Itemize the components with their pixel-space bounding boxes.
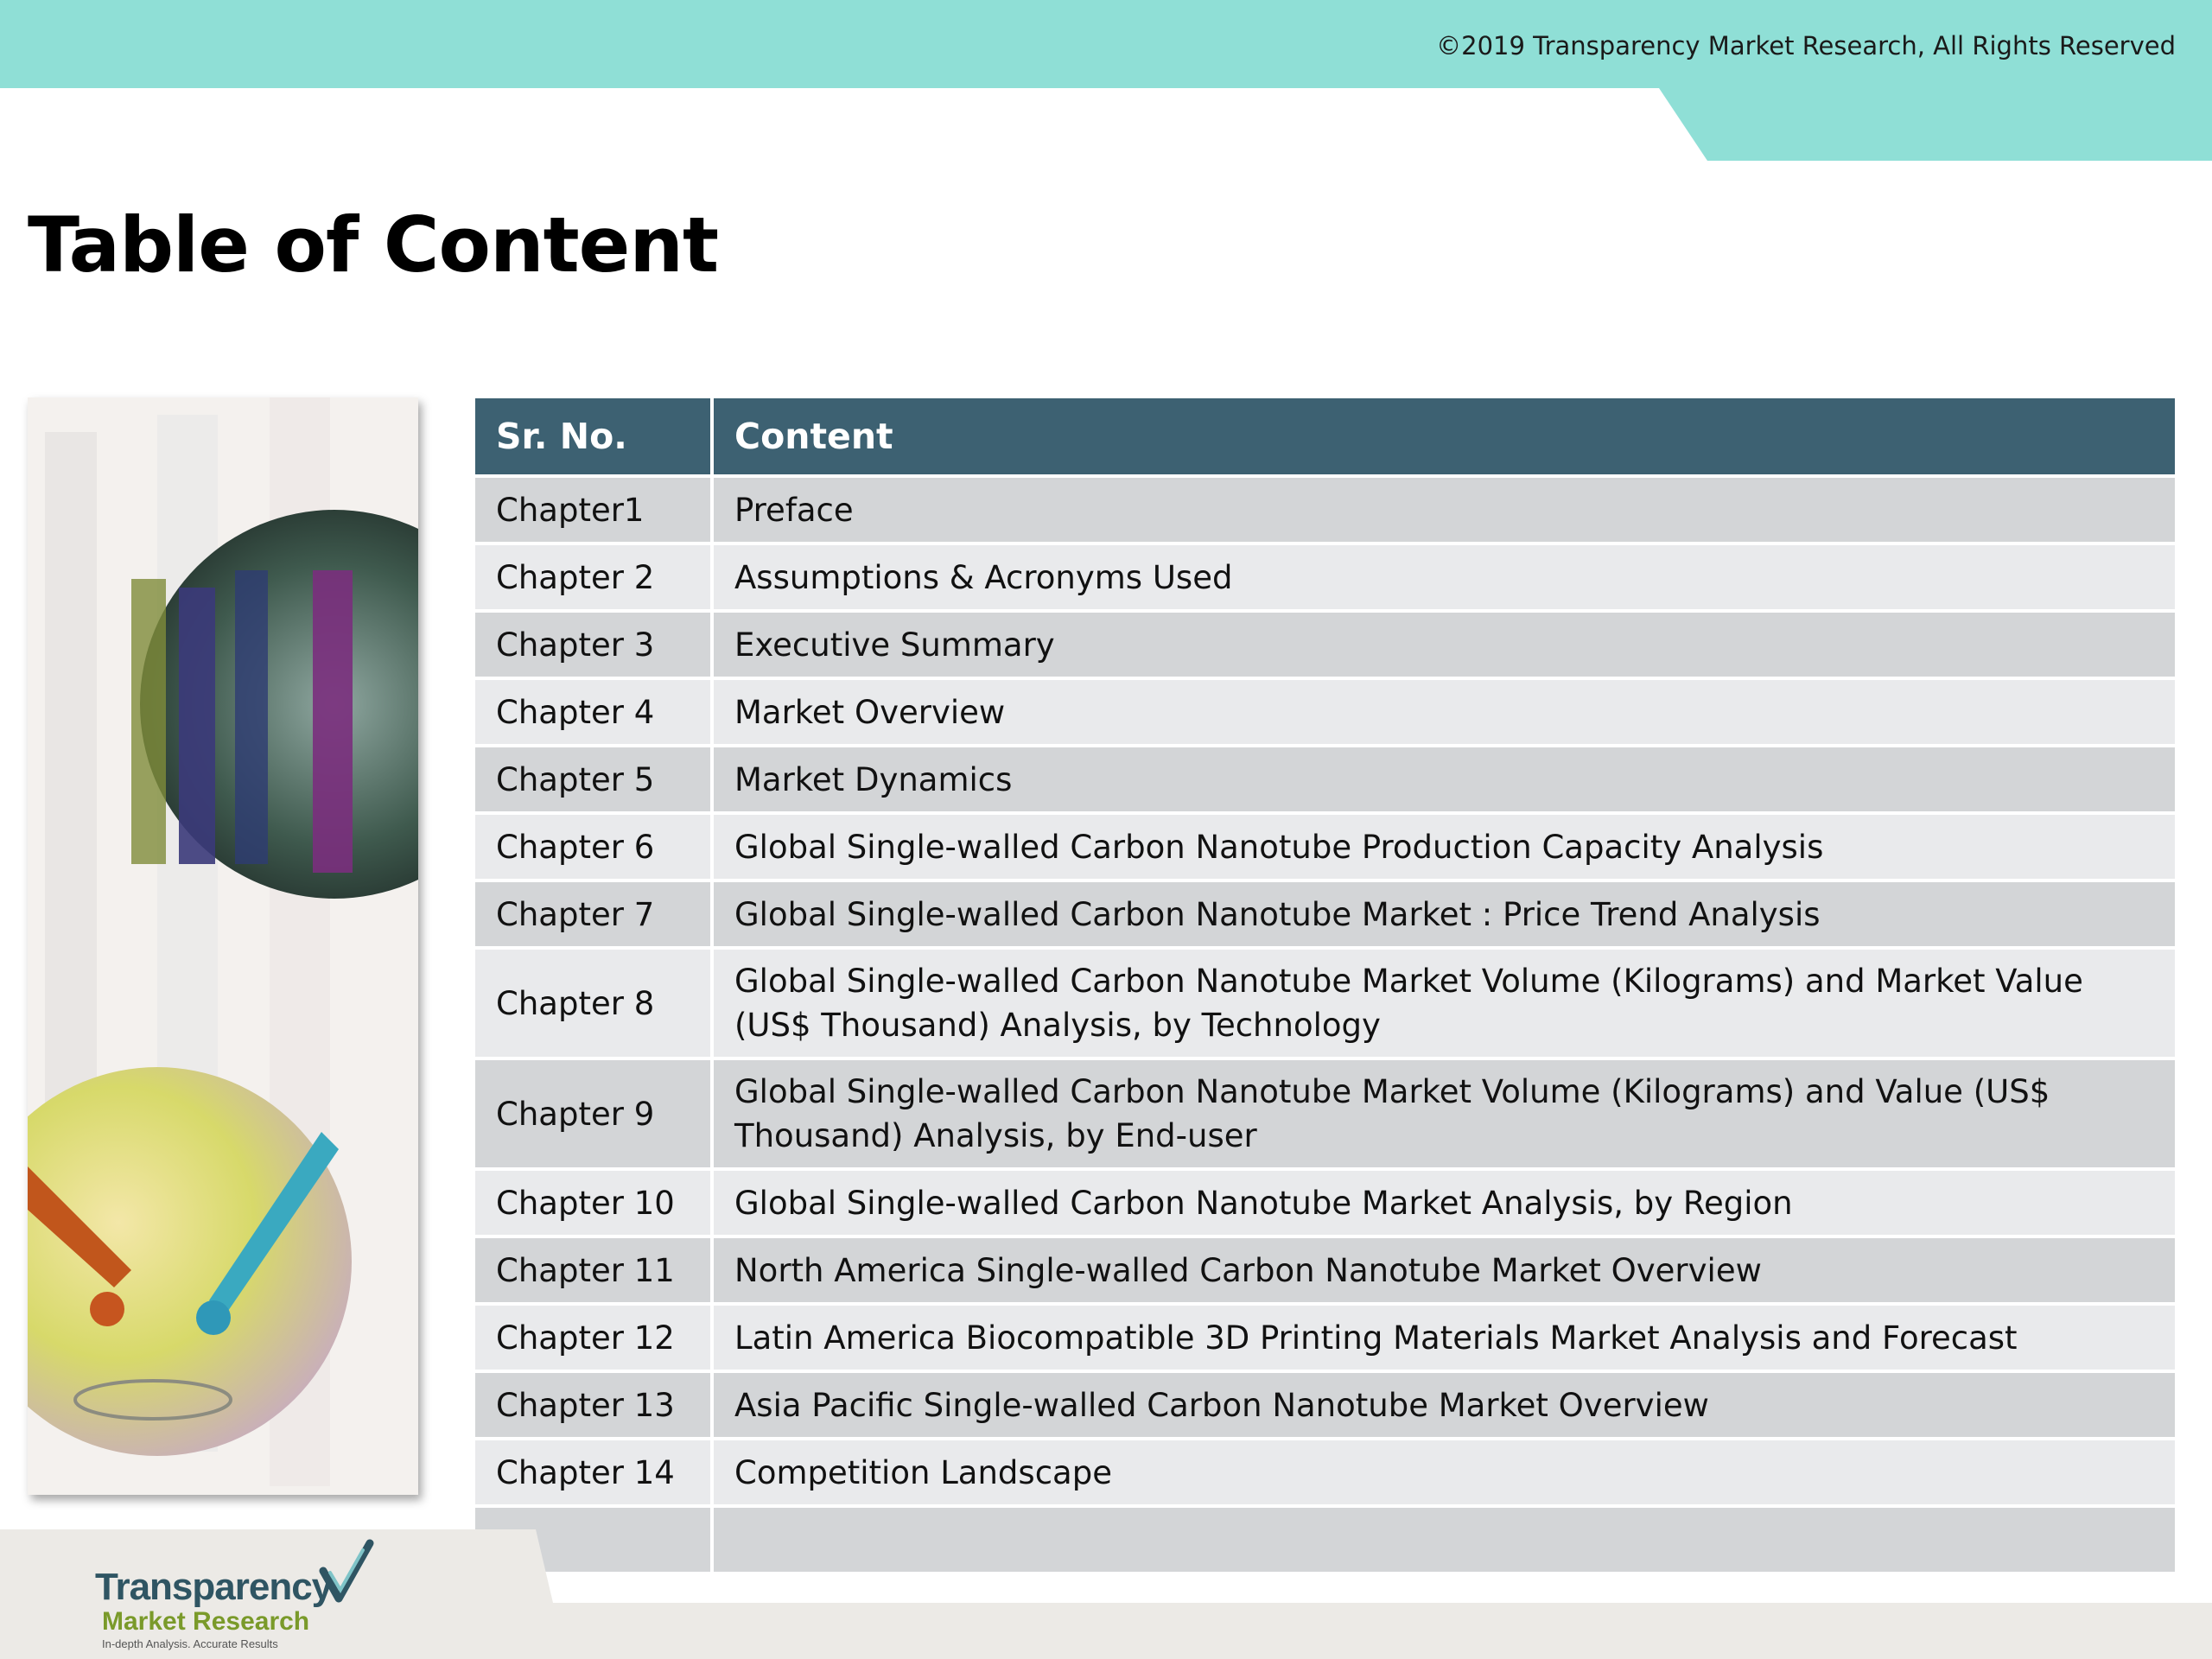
lab-photo-collage bbox=[28, 397, 418, 1495]
table-row bbox=[475, 680, 2175, 747]
chapter-number: Chapter 12 bbox=[475, 1306, 714, 1373]
table-of-contents bbox=[475, 398, 2175, 1575]
chapter-title: Global Single-walled Carbon Nanotube Production Capacity Analysis bbox=[714, 815, 2175, 882]
chapter-title: Latin America Biocompatible 3D Printing Materials Market Analysis and Forecast bbox=[714, 1306, 2175, 1373]
table-row bbox=[475, 1306, 2175, 1373]
chapter-number: Chapter 2 bbox=[475, 545, 714, 613]
chapter-title: Asia Pacific Single-walled Carbon Nanotube Market Overview bbox=[714, 1373, 2175, 1440]
table-row bbox=[475, 545, 2175, 613]
chapter-number: Chapter 14 bbox=[475, 1440, 714, 1508]
chapter-title: North America Single-walled Carbon Nanotube Market Overview bbox=[714, 1238, 2175, 1306]
chapter-number: Chapter 7 bbox=[475, 882, 714, 950]
chapter-title: Market Dynamics bbox=[714, 747, 2175, 815]
chapter-number: Chapter 10 bbox=[475, 1171, 714, 1238]
header-band bbox=[0, 0, 2212, 161]
logo-name-line2: Market Research bbox=[102, 1607, 310, 1636]
chapter-number: Chapter 6 bbox=[475, 815, 714, 882]
table-row bbox=[475, 1171, 2175, 1238]
chapter-number: Chapter 3 bbox=[475, 613, 714, 680]
chapter-title: Market Overview bbox=[714, 680, 2175, 747]
table-header-row bbox=[475, 398, 2175, 478]
chapter-title: Preface bbox=[714, 478, 2175, 545]
chapter-title: Global Single-walled Carbon Nanotube Market : Price Trend Analysis bbox=[714, 882, 2175, 950]
table-row bbox=[475, 613, 2175, 680]
chapter-number: Chapter1 bbox=[475, 478, 714, 545]
table-row bbox=[475, 747, 2175, 815]
page-title: Table of Content bbox=[28, 200, 719, 289]
table-row bbox=[475, 882, 2175, 950]
company-logo bbox=[95, 1538, 380, 1650]
chapter-number: Chapter 8 bbox=[475, 950, 714, 1060]
column-header-content: Content bbox=[714, 398, 2175, 478]
chapter-title: Executive Summary bbox=[714, 613, 2175, 680]
chapter-number: Chapter 11 bbox=[475, 1238, 714, 1306]
chapter-title: Assumptions & Acronyms Used bbox=[714, 545, 2175, 613]
chapter-title: Global Single-walled Carbon Nanotube Market Volume (Kilograms) and Market Value (US$ Thousand) Analysis, by Technology bbox=[714, 950, 2175, 1060]
chapter-number: Chapter 4 bbox=[475, 680, 714, 747]
table-row bbox=[475, 1238, 2175, 1306]
chapter-title: Global Single-walled Carbon Nanotube Market Volume (Kilograms) and Value (US$ Thousand) Analysis, by End-user bbox=[714, 1060, 2175, 1171]
chapter-number: Chapter 13 bbox=[475, 1373, 714, 1440]
logo-name-line1: Transparency bbox=[95, 1566, 333, 1608]
column-header-sr-no: Sr. No. bbox=[475, 398, 714, 478]
table-row bbox=[475, 950, 2175, 1060]
table-row bbox=[475, 1373, 2175, 1440]
chapter-title: Competition Landscape bbox=[714, 1440, 2175, 1508]
table-row bbox=[475, 1060, 2175, 1171]
chapter-number: Chapter 9 bbox=[475, 1060, 714, 1171]
table-row bbox=[475, 815, 2175, 882]
table-row bbox=[475, 478, 2175, 545]
chapter-title: Global Single-walled Carbon Nanotube Market Analysis, by Region bbox=[714, 1171, 2175, 1238]
table-row bbox=[475, 1440, 2175, 1508]
logo-tagline: In-depth Analysis. Accurate Results bbox=[102, 1637, 278, 1650]
checkmark-icon bbox=[318, 1538, 378, 1607]
copyright-notice: ©2019 Transparency Market Research, All Rights Reserved bbox=[1436, 31, 2176, 60]
chapter-number: Chapter 5 bbox=[475, 747, 714, 815]
